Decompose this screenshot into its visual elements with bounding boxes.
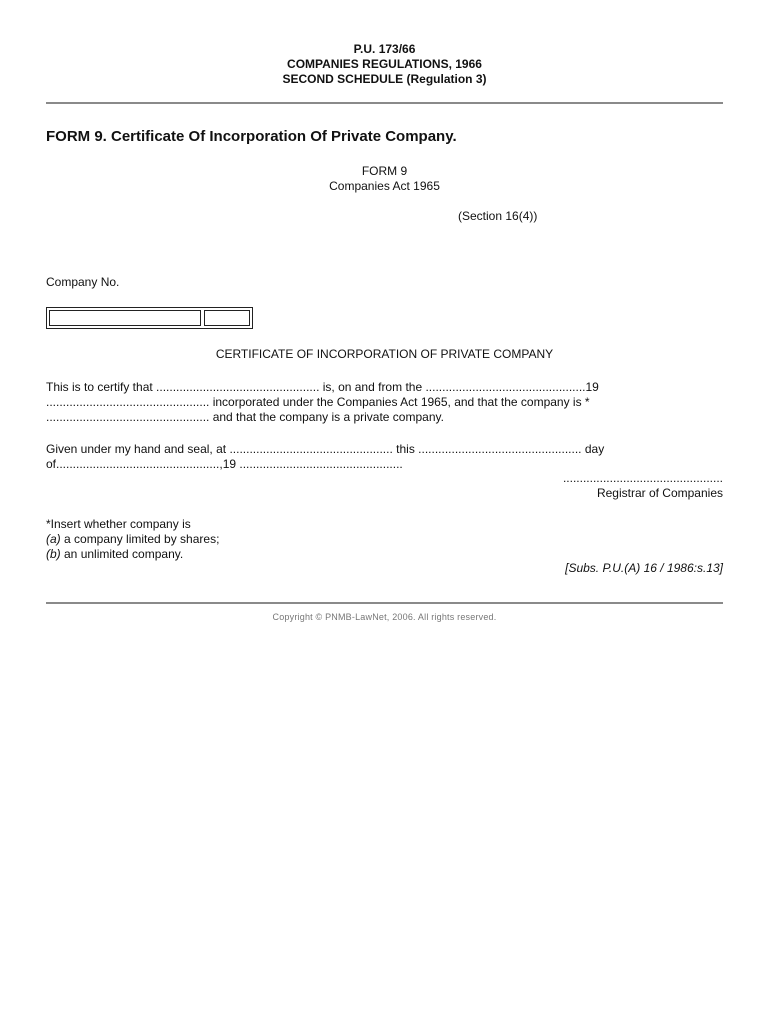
bottom-divider [46, 602, 723, 604]
header-regulations: COMPANIES REGULATIONS, 1966 [287, 57, 482, 71]
note-a-marker: (a) [46, 532, 61, 546]
given-line-2: of.................................................,19 ................................................. [46, 457, 403, 471]
header-citation: P.U. 173/66 [353, 42, 416, 56]
note-intro: *Insert whether company is [46, 517, 191, 531]
act-label: Companies Act 1965 [329, 179, 440, 193]
certify-line-1: This is to certify that ................................................. is, on and from the ................................................19 [46, 380, 599, 394]
certify-line-2: ................................................. incorporated under the Companies Act 1965, and that the company is * [46, 395, 590, 409]
form-title: FORM 9. Certificate Of Incorporation Of Private Company. [46, 128, 457, 145]
header-schedule: SECOND SCHEDULE (Regulation 3) [282, 72, 487, 86]
company-no-label: Company No. [46, 275, 120, 289]
note-b-text: an unlimited company. [60, 547, 184, 561]
certify-line-3: ................................................. and that the company is a private company. [46, 410, 444, 424]
company-no-box-suffix [204, 310, 250, 326]
section-reference: (Section 16(4)) [458, 209, 538, 223]
top-divider [46, 102, 723, 104]
document-page [46, 0, 723, 1024]
subs-reference: [Subs. P.U.(A) 16 / 1986:s.13] [565, 561, 723, 575]
certificate-heading: CERTIFICATE OF INCORPORATION OF PRIVATE COMPANY [215, 347, 554, 361]
note-a [46, 532, 219, 546]
note-a-text: a company limited by shares; [60, 532, 220, 546]
copyright-notice: Copyright © PNMB-LawNet, 2006. All rights reserved. [272, 612, 497, 622]
given-line-1: Given under my hand and seal, at ................................................. this ................................................. day [46, 442, 605, 456]
signature-label: Registrar of Companies [596, 486, 723, 500]
signature-dots: ................................................ [562, 471, 723, 485]
note-b-marker: (b) [46, 547, 61, 561]
note-b [46, 547, 183, 561]
form-label: FORM 9 [361, 164, 408, 178]
company-no-box-main [49, 310, 201, 326]
company-no-boxes [46, 307, 253, 329]
